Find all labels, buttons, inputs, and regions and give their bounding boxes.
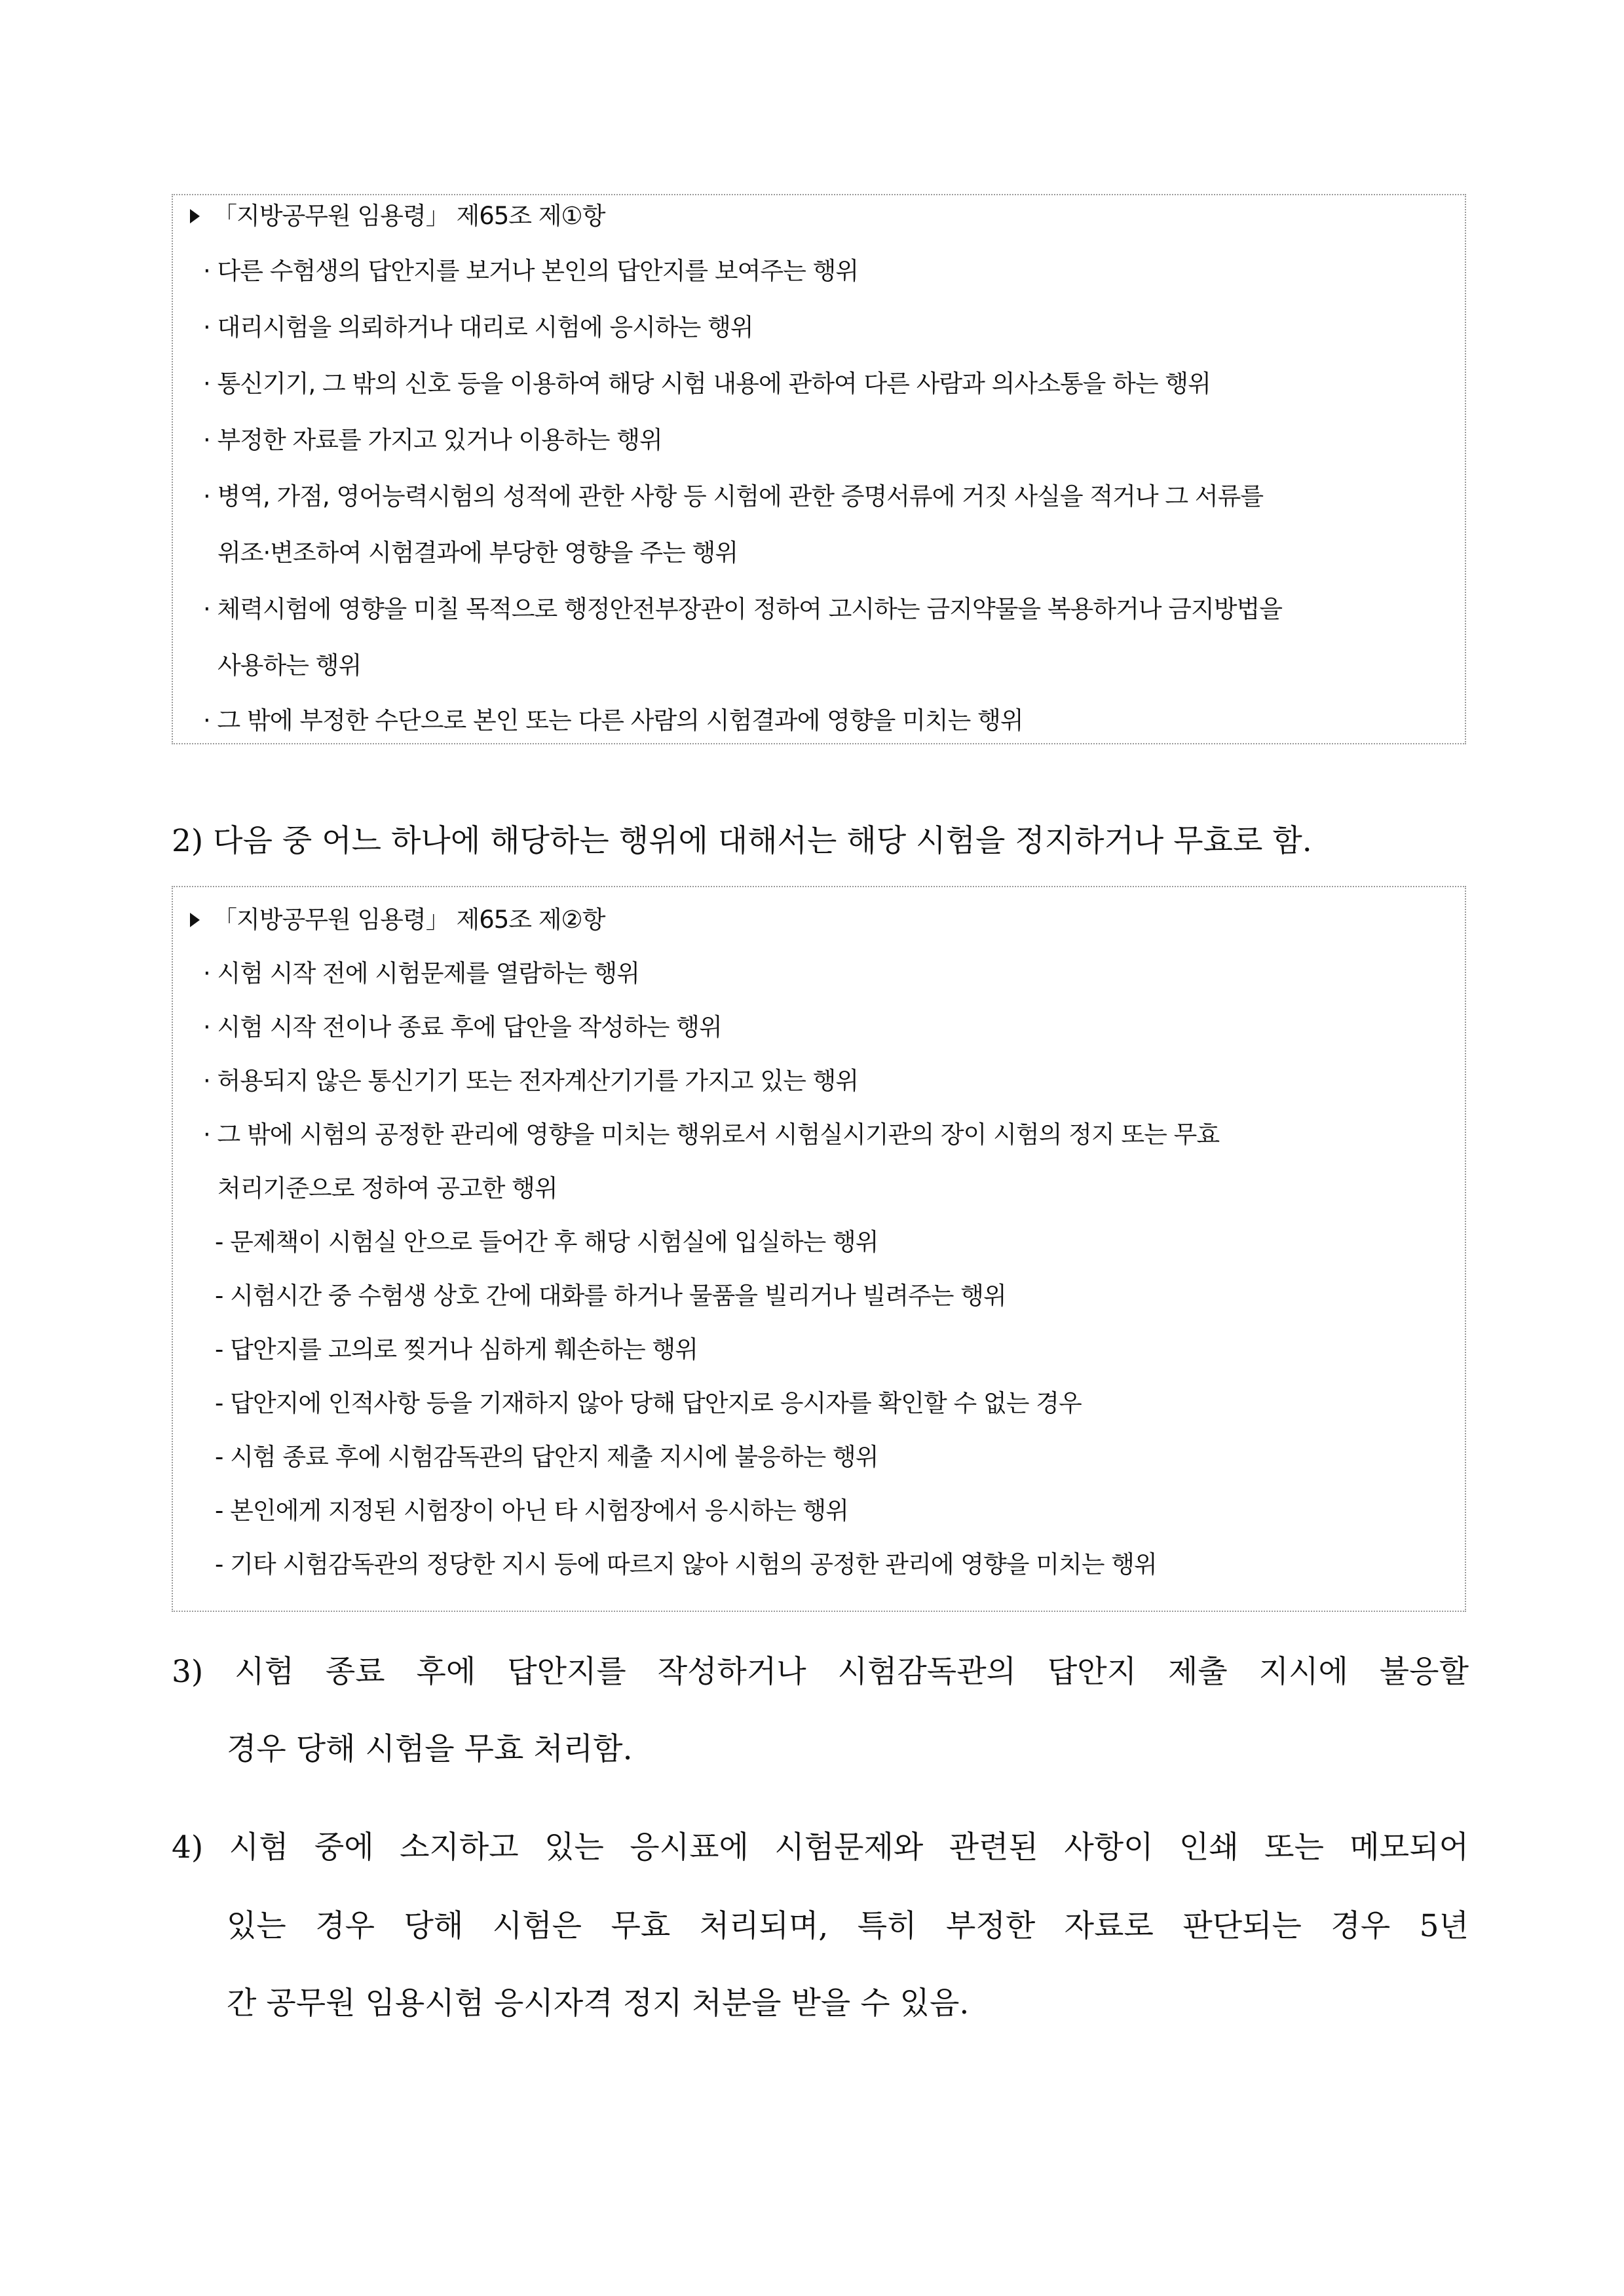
sub-list-item: - 기타 시험감독관의 정당한 지시 등에 따르지 않아 시험의 공정한 관리에 영향을 미치는 행위 [215,1550,1157,1578]
sub-list-item: - 답안지를 고의로 찢거나 심하게 훼손하는 행위 [215,1335,698,1364]
list-item: · 시험 시작 전이나 종료 후에 답안을 작성하는 행위 [203,1013,722,1041]
list-item-continuation: 처리기준으로 정하여 공고한 행위 [217,1174,557,1202]
list-item: · 그 밖에 시험의 공정한 관리에 영향을 미치는 행위로서 시험실시기관의 장이 시험의 정지 또는 무효 [203,1120,1220,1149]
paragraph-3-line-2: 경우 당해 시험을 무효 처리함. [227,1731,633,1767]
box-header [190,201,605,232]
list-item: · 대리시험을 의뢰하거나 대리로 시험에 응시하는 행위 [203,313,753,341]
regulation-box-2 [172,886,1466,1612]
sub-list-item: - 답안지에 인적사항 등을 기재하지 않아 당해 답안지로 응시자를 확인할 수 없는 경우 [215,1389,1082,1417]
list-item-continuation: 위조·변조하여 시험결과에 부당한 영향을 주는 행위 [217,539,738,567]
list-item: · 병역, 가점, 영어능력시험의 성적에 관한 사항 등 시험에 관한 증명서류에 거짓 사실을 적거나 그 서류를 [203,482,1264,510]
list-item: · 체력시험에 영향을 미칠 목적으로 행정안전부장관이 정하여 고시하는 금지약물을 복용하거나 금지방법을 [203,595,1283,623]
paragraph-4-line-2: 있는 경우 당해 시험은 무효 처리되며, 특히 부정한 자료로 판단되는 경우 5년 [227,1908,1469,1944]
paragraph-4-line-1: 4) 시험 중에 소지하고 있는 응시표에 시험문제와 관련된 사항이 인쇄 또는 메모되어 [172,1829,1469,1866]
triangle-bullet-icon [190,913,200,927]
list-item: · 시험 시작 전에 시험문제를 열람하는 행위 [203,959,639,987]
box-header-text: 「지방공무원 임용령」 제65조 제②항 [213,906,605,934]
sub-list-item: - 시험 종료 후에 시험감독관의 답안지 제출 지시에 불응하는 행위 [215,1443,878,1471]
list-item: · 부정한 자료를 가지고 있거나 이용하는 행위 [203,426,662,454]
list-item: · 허용되지 않은 통신기기 또는 전자계산기기를 가지고 있는 행위 [203,1067,859,1095]
box-header-text: 「지방공무원 임용령」 제65조 제①항 [213,202,605,230]
paragraph-2: 2) 다음 중 어느 하나에 해당하는 행위에 대해서는 해당 시험을 정지하거나 무효로 함. [172,823,1312,859]
sub-list-item: - 본인에게 지정된 시험장이 아닌 타 시험장에서 응시하는 행위 [215,1497,848,1525]
sub-list-item: - 문제책이 시험실 안으로 들어간 후 해당 시험실에 입실하는 행위 [215,1228,878,1256]
list-item: · 그 밖에 부정한 수단으로 본인 또는 다른 사람의 시험결과에 영향을 미치는 행위 [203,706,1023,735]
triangle-bullet-icon [190,209,200,223]
paragraph-3-line-1: 3) 시험 종료 후에 답안지를 작성하거나 시험감독관의 답안지 제출 지시에 불응할 [172,1654,1469,1690]
regulation-box-1 [172,194,1466,744]
paragraph-4-line-3: 간 공무원 임용시험 응시자격 정지 처분을 받을 수 있음. [227,1985,970,2021]
list-item: · 통신기기, 그 밖의 신호 등을 이용하여 해당 시험 내용에 관하여 다른 사람과 의사소통을 하는 행위 [203,370,1211,398]
box-header [190,904,605,936]
sub-list-item: - 시험시간 중 수험생 상호 간에 대화를 하거나 물품을 빌리거나 빌려주는 행위 [215,1282,1006,1310]
list-item: · 다른 수험생의 답안지를 보거나 본인의 답안지를 보여주는 행위 [203,257,859,285]
list-item-continuation: 사용하는 행위 [217,651,362,679]
